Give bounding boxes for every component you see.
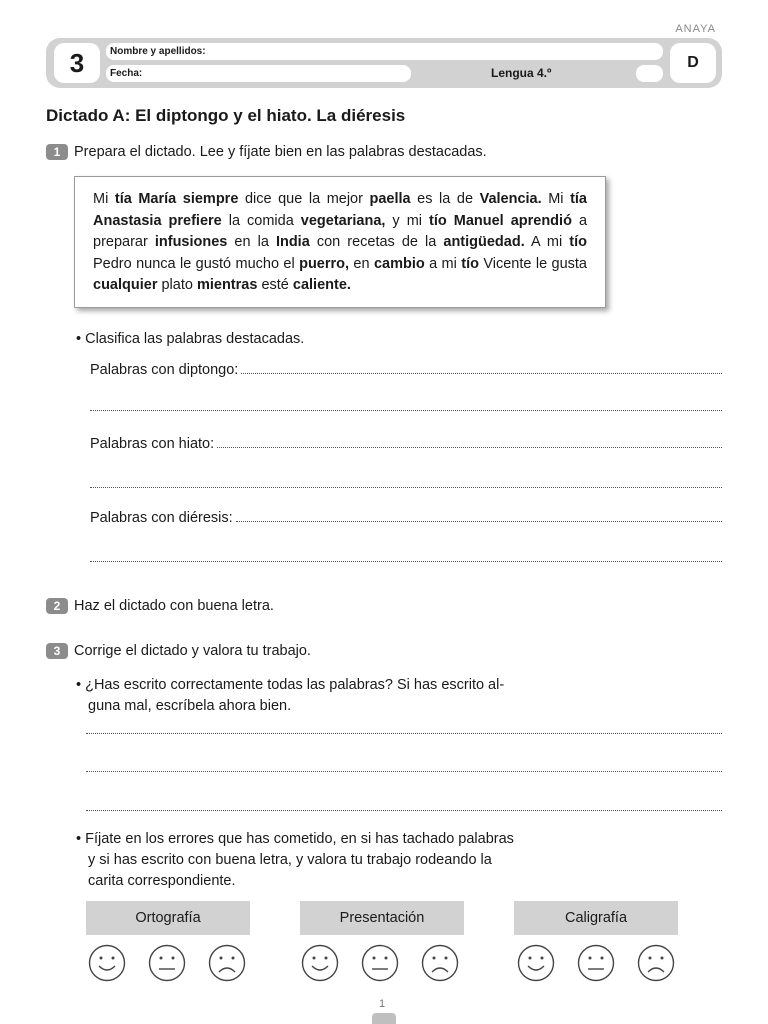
category-calligraphy: Caligrafía <box>514 901 678 935</box>
highlighted-word: infusiones <box>154 234 228 250</box>
dieresis-answer-line[interactable] <box>90 510 722 526</box>
highlighted-word: paella <box>369 191 411 207</box>
level-badge: D <box>670 43 716 83</box>
dieresis-extra-line[interactable] <box>90 561 722 562</box>
highlighted-word: India <box>275 234 310 250</box>
neutral-face-icon[interactable] <box>361 944 399 982</box>
correction-line-3[interactable] <box>86 810 722 811</box>
happy-face-icon[interactable] <box>88 944 126 982</box>
page-number: 1 <box>379 998 386 1010</box>
highlighted-word: puerro, <box>299 255 350 272</box>
activity-text: Corrige el dictado y valora tu trabajo. <box>74 643 311 659</box>
sad-face-icon[interactable] <box>208 944 246 982</box>
subject-label: Lengua 4.º <box>491 66 552 80</box>
dictation-text: Vicente le gusta <box>478 255 587 272</box>
happy-face-icon[interactable] <box>517 944 555 982</box>
correction-question: • ¿Has escrito correctamente todas las palabras? Si has escrito al- guna mal, escríbela ahora bien. <box>76 677 505 714</box>
activity-number-badge: 1 <box>46 144 68 160</box>
highlighted-word: vegetariana, <box>300 212 386 229</box>
dictation-text: Mi <box>93 191 115 207</box>
dictation-text: con recetas de la <box>309 234 444 250</box>
dictation-text: a preparar <box>93 212 588 250</box>
hiatus-answer-line[interactable] <box>90 436 722 452</box>
diphthong-answer-line[interactable] <box>90 362 722 378</box>
highlighted-word: antigüedad. <box>443 234 525 250</box>
dictation-text: es la de <box>410 191 480 207</box>
activity-number-badge: 2 <box>46 598 68 614</box>
highlighted-word: tía Anastasia prefiere <box>93 191 587 229</box>
page-tab <box>372 1013 396 1024</box>
dictation-text: esté <box>257 277 293 293</box>
classify-instruction: • Clasifica las palabras destacadas. <box>76 331 305 347</box>
sad-face-icon[interactable] <box>421 944 459 982</box>
activity-1 <box>46 144 487 160</box>
dictation-text: en la <box>227 234 276 250</box>
page-title: Dictado A: El diptongo y el hiato. La diéresis <box>46 106 406 125</box>
neutral-face-icon[interactable] <box>577 944 615 982</box>
activity-number-badge: 3 <box>46 643 68 659</box>
highlighted-word: tío <box>569 234 587 250</box>
diphthong-label: Palabras con diptongo: <box>90 362 239 378</box>
hiatus-label: Palabras con hiato: <box>90 436 215 452</box>
highlighted-word: tío Manuel aprendió <box>429 212 572 229</box>
date-field[interactable]: Fecha: <box>106 65 411 82</box>
dictation-text: A mi <box>524 234 570 250</box>
grade-field[interactable] <box>636 65 663 82</box>
highlighted-word: cualquier <box>93 277 158 293</box>
dictation-text: plato <box>157 277 197 293</box>
evaluation-instruction: • Fíjate en los errores que has cometido, en si has tachado palabras y si has escrito con buena letra, y valora tu trabajo rodeando la carita correspondiente. <box>76 831 514 889</box>
dictation-text: en <box>349 255 374 272</box>
dictation-text: y mi <box>385 212 430 229</box>
highlighted-word: caliente. <box>292 277 351 293</box>
name-field[interactable]: Nombre y apellidos: <box>106 43 663 60</box>
dictation-text: a mi <box>424 255 462 272</box>
diphthong-extra-line[interactable] <box>90 410 722 411</box>
dictation-text: la comida <box>221 212 301 229</box>
activity-3 <box>46 643 311 659</box>
category-spelling: Ortografía <box>86 901 250 935</box>
activity-text: Prepara el dictado. Lee y fíjate bien en las palabras destacadas. <box>74 144 487 160</box>
dictation-text-box <box>74 176 606 308</box>
dictation-text: Pedro nunca le gustó mucho el <box>93 255 300 272</box>
highlighted-word: mientras <box>196 277 258 293</box>
highlighted-word: Valencia. <box>479 191 542 207</box>
dictation-text: Mi <box>541 191 571 207</box>
dieresis-label: Palabras con diéresis: <box>90 510 233 526</box>
highlighted-word: cambio <box>373 255 425 272</box>
dictation-text: dice que la mejor <box>238 191 370 207</box>
correction-line-1[interactable] <box>86 733 722 734</box>
unit-number: 3 <box>54 43 100 83</box>
sad-face-icon[interactable] <box>637 944 675 982</box>
activity-2 <box>46 598 274 614</box>
neutral-face-icon[interactable] <box>148 944 186 982</box>
hiatus-extra-line[interactable] <box>90 487 722 488</box>
happy-face-icon[interactable] <box>301 944 339 982</box>
correction-line-2[interactable] <box>86 771 722 772</box>
highlighted-word: tío <box>461 255 479 272</box>
category-presentation: Presentación <box>300 901 464 935</box>
worksheet-header <box>46 38 722 88</box>
activity-text: Haz el dictado con buena letra. <box>74 598 274 614</box>
highlighted-word: tía María siempre <box>114 191 239 207</box>
publisher-brand: ANAYA <box>675 23 716 35</box>
